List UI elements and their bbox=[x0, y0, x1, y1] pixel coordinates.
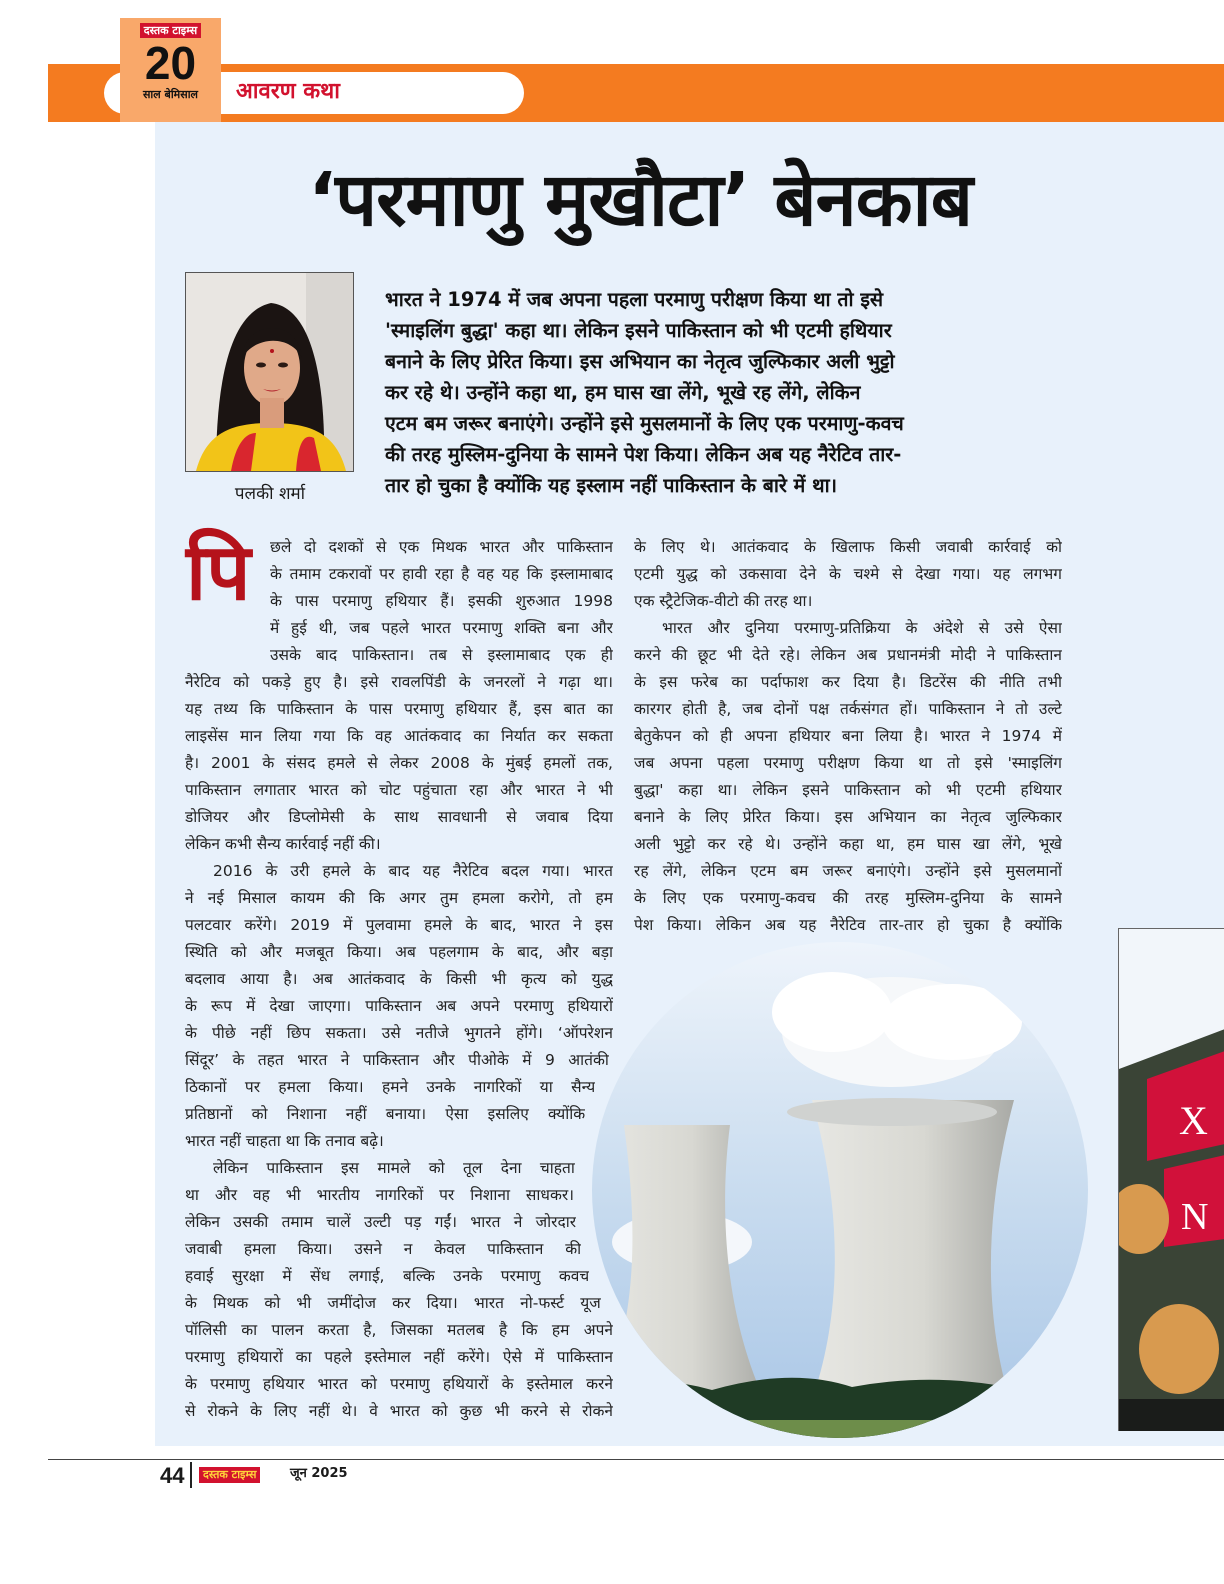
footer-separator bbox=[190, 1462, 192, 1488]
side-photo-letter: X bbox=[1179, 1098, 1208, 1143]
article-line: जवाबी हमला किया। उसने न केवल पाकिस्तान की bbox=[185, 1240, 582, 1258]
article-line: उसके बाद पाकिस्तान। तब से इस्लामाबाद एक ही bbox=[270, 646, 613, 664]
article-line: से रोकने के लिए नहीं थे। वे भारत को कुछ भी करने से रोकने bbox=[185, 1402, 613, 1420]
article-line: भारत और दुनिया परमाणु-प्रतिक्रिया के अंदेशे से उसे ऐसा bbox=[662, 619, 1062, 637]
article-line: हवाई सुरक्षा में सेंध लगाई, बल्कि उनके परमाणु कवच bbox=[185, 1267, 590, 1285]
article-line: प्रतिष्ठानों को निशाना नहीं बनाया। ऐसा इसलिए क्योंकि bbox=[185, 1105, 586, 1123]
article-line: 2016 के उरी हमले के बाद यह नैरेटिव बदल गया। भारत bbox=[213, 862, 613, 880]
article-line: के रूप में देखा जाएगा। पाकिस्तान अब अपने परमाणु हथियारों bbox=[185, 997, 613, 1015]
article-line: भारत नहीं चाहता था कि तनाव बढ़े। bbox=[185, 1132, 384, 1150]
headline: ‘परमाणु मुखौटा’ बेनकाब bbox=[308, 157, 972, 243]
article-line: ठिकानों पर हमला किया। हमने उनके नागरिकों या सैन्य bbox=[185, 1078, 596, 1096]
article-intro bbox=[385, 284, 1055, 501]
intro-line: 'स्माइलिंग बुद्धा' कहा था। लेकिन इसने पाकिस्तान को भी एटमी हथियार bbox=[385, 319, 892, 342]
intro-line: की तरह मुस्लिम-दुनिया के सामने पेश किया। लेकिन अब यह नैरेटिव तार- bbox=[385, 443, 902, 466]
article-line: बदलाव आया है। अब आतंकवाद के किसी भी कृत्य को युद्ध bbox=[185, 970, 613, 988]
page-number: 44 bbox=[160, 1463, 185, 1488]
article-line: पेश किया। लेकिन अब यह नैरेटिव तार-तार हो चुका है क्योंकि bbox=[634, 916, 1062, 934]
article-line: बुद्धा' कहा था। लेकिन इसने पाकिस्तान को भी एटमी हथियार bbox=[634, 781, 1062, 799]
article-line: के पीछे नहीं छिप सकता। उसे नतीजे भुगतने होंगे। ‘ऑपरेशन bbox=[185, 1024, 613, 1042]
article-line: यह तथ्य कि पाकिस्तान के पास परमाणु हथियार हैं, इस बात का bbox=[185, 700, 613, 718]
article-line: ने नई मिसाल कायम की कि अगर तुम हमला करोगे, तो हम bbox=[185, 889, 613, 907]
article-line: बनाने के लिए प्रेरित किया। इस अभियान का नेतृत्व जुल्फिकार bbox=[634, 808, 1062, 826]
article-line: में हुई थी, जब पहले भारत परमाणु शक्ति बना और bbox=[270, 619, 613, 637]
article-line: सिंदूर’ के तहत भारत ने पाकिस्तान और पीओके में 9 आतंकी bbox=[185, 1051, 609, 1069]
article-line: एक स्ट्रैटेजिक-वीटो की तरह था। bbox=[634, 592, 813, 610]
badge-subtitle: साल बेमिसाल bbox=[142, 88, 199, 101]
article-line: कारगर होती है, जब दोनों पक्ष तर्कसंगत हों। पाकिस्तान ने तो उल्टे bbox=[634, 700, 1062, 718]
article-line: बेतुकेपन को ही अपना हथियार बना लिया है। भारत ने 1974 में bbox=[634, 727, 1062, 745]
svg-text:N: N bbox=[1181, 1196, 1209, 1238]
article-line: करने की छूट भी देते रहे। लेकिन अब प्रधानमंत्री मोदी ने पाकिस्तान bbox=[634, 646, 1062, 664]
intro-line: बनाने के लिए प्रेरित किया। इस अभियान का नेतृत्व जुल्फिकार अली भुट्टो bbox=[385, 350, 895, 373]
article-line: छले दो दशकों से एक मिथक भारत और पाकिस्तान bbox=[270, 538, 613, 556]
badge-number: 20 bbox=[144, 37, 197, 89]
article-line: के परमाणु हथियार भारत को परमाणु हथियारों के इस्तेमाल करने bbox=[185, 1375, 613, 1393]
anniversary-badge bbox=[120, 18, 221, 122]
article-line: लेकिन पाकिस्तान इस मामले को तूल देना चाहता bbox=[213, 1159, 575, 1177]
footer-logo: दस्तक टाइम्स bbox=[199, 1467, 260, 1483]
article-line: पाकिस्तान लगातार भारत को चोट पहुंचाता रहा और भारत ने भी bbox=[185, 781, 613, 799]
article-column-1 bbox=[185, 534, 613, 1425]
section-label: आवरण कथा bbox=[236, 79, 340, 104]
article-line: था और वह भी भारतीय नागरिकों पर निशाना साधकर। bbox=[185, 1186, 575, 1204]
article-line: के लिए थे। आतंकवाद के खिलाफ किसी जवाबी कार्रवाई को bbox=[634, 538, 1062, 556]
cooling-towers-image bbox=[592, 942, 1088, 1438]
article-line: लेकिन उसकी तमाम चालें उल्टी पड़ गईं। भारत ने जोरदार bbox=[185, 1213, 577, 1231]
article-line: पलटवार करेंगे। 2019 में पुलवामा हमले के बाद, भारत ने इस bbox=[185, 916, 613, 934]
article-line: परमाणु हथियारों का पहले इस्तेमाल नहीं करेंगे। ऐसे में पाकिस्तान bbox=[185, 1348, 613, 1366]
drop-cap: पि bbox=[186, 528, 251, 618]
article-column-2 bbox=[634, 534, 1062, 939]
intro-line: एटम बम जरूर बनाएंगे। उन्होंने इसे मुसलमानों के लिए एक परमाणु-कवच bbox=[385, 412, 904, 435]
badge-logo: दस्तक टाइम्स bbox=[140, 23, 201, 38]
article-line: पॉलिसी का पालन करता है, जिसका मतलब है कि हम अपने bbox=[185, 1321, 613, 1339]
intro-line: तार हो चुका है क्योंकि यह इस्लाम नहीं पाकिस्तान के बारे में था। bbox=[385, 474, 838, 497]
intro-line: कर रहे थे। उन्होंने कहा था, हम घास खा लेंगे, भूखे रह लेंगे, लेकिन bbox=[385, 381, 861, 404]
article-line: के मिथक को भी जमींदोज कर दिया। भारत नो-फर्स्ट यूज bbox=[185, 1294, 601, 1312]
intro-line: भारत ने 1974 में जब अपना पहला परमाणु परीक्षण किया था तो इसे bbox=[385, 288, 884, 311]
article-line: लाइसेंस मान लिया गया कि वह आतंकवाद का निर्यात कर सकता bbox=[185, 727, 613, 745]
article-line: के तमाम टकरावों पर हावी रहा है वह यह कि इस्लामाबाद bbox=[270, 565, 613, 583]
article-line: के इस फरेब का पर्दाफाश कर दिया है। डिटरेंस की नीति तभी bbox=[634, 673, 1062, 691]
article-line: के लिए एक परमाणु-कवच की तरह मुस्लिम-दुनिया के सामने bbox=[634, 889, 1062, 907]
article-line: नैरेटिव को पकड़े हुए है। इसे रावलपिंडी के जनरलों ने गढ़ा था। bbox=[185, 673, 613, 691]
article-line: अली भुट्टो कर रहे थे। उन्होंने कहा था, हम घास खा लेंगे, भूखे bbox=[634, 835, 1062, 853]
article-line: के पास परमाणु हथियार हैं। इसकी शुरुआत 1998 bbox=[270, 592, 613, 610]
author-name: पलकी शर्मा bbox=[234, 484, 306, 504]
side-photo bbox=[1118, 928, 1224, 1431]
footer-rule bbox=[48, 1459, 1224, 1460]
article-line: डोजियर और डिप्लोमेसी के साथ सावधानी से जवाब दिया bbox=[185, 808, 613, 826]
article-line: लेकिन कभी सैन्य कार्रवाई नहीं की। bbox=[185, 835, 381, 853]
article-line: स्थिति को और मजबूत किया। अब पहलगाम के बाद, और बड़ा bbox=[185, 943, 613, 961]
article-line: रह लेंगे, लेकिन एटम बम जरूर बनाएंगे। उन्होंने इसे मुसलमानों bbox=[634, 862, 1062, 880]
article-line: है। 2001 के संसद हमले से लेकर 2008 के मुंबई हमलों तक, bbox=[185, 754, 613, 772]
issue-date: जून 2025 bbox=[290, 1466, 348, 1481]
article-line: जब अपना पहला परमाणु परीक्षण किया था तो इसे 'स्माइलिंग bbox=[634, 754, 1062, 772]
author-photo bbox=[185, 272, 354, 472]
article-line: एटमी युद्ध को उकसावा देने के चश्मे से देखा गया। यह लगभग bbox=[634, 565, 1062, 583]
